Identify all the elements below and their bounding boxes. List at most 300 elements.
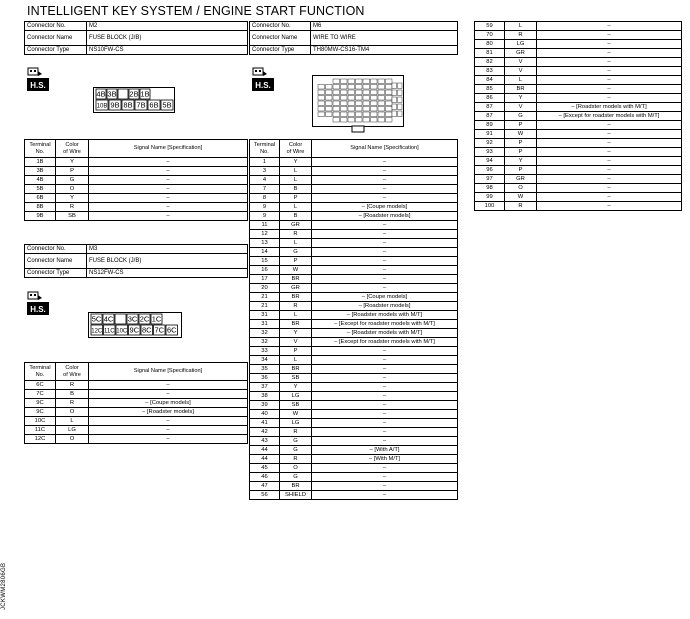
- terminal-cavity: [398, 90, 403, 96]
- terminal-cavity: [392, 97, 397, 103]
- wire-color-cell: L: [280, 311, 312, 320]
- wire-color-cell: V: [505, 103, 537, 112]
- wire-color-cell: GR: [280, 284, 312, 293]
- signal-name-cell: –: [537, 121, 682, 130]
- m3-connector-no: M3: [87, 245, 248, 254]
- table-row: [475, 130, 682, 139]
- terminal-no-cell: 11C: [25, 426, 56, 435]
- terminal-number: 1B: [140, 89, 150, 99]
- signal-name-cell: – [Roadster models]: [312, 302, 458, 311]
- terminal-cavity: [392, 83, 397, 89]
- terminal-no-cell: 9C: [25, 408, 56, 417]
- terminal-no-cell: 92: [475, 139, 505, 148]
- signal-name-cell: –: [312, 410, 458, 419]
- signal-name-cell: –: [537, 85, 682, 94]
- terminal-no-cell: 16: [250, 266, 280, 275]
- terminal-cavity: [356, 96, 363, 101]
- wire-color-cell: SB: [56, 212, 89, 221]
- table-row: [250, 257, 458, 266]
- m2-connector-type: NS10FW-CS: [87, 46, 248, 55]
- wire-color-cell: SB: [280, 401, 312, 410]
- terminal-no-cell: 34: [250, 356, 280, 365]
- terminal-cavity: [356, 101, 363, 106]
- wire-color-cell: L: [280, 356, 312, 365]
- terminal-no-cell: 80: [475, 40, 505, 49]
- wire-color-cell: R: [56, 399, 89, 408]
- signal-name-header: Signal Name [Specification]: [312, 140, 458, 158]
- terminal-no-cell: 9B: [25, 212, 56, 221]
- terminal-cavity: [341, 112, 348, 117]
- table-row: [475, 67, 682, 76]
- color-of-wire-header: Color of Wire: [56, 363, 89, 381]
- terminal-cavity: [356, 79, 363, 84]
- terminal-cavity: [386, 79, 393, 84]
- terminal-cavity: [341, 85, 348, 90]
- signal-name-cell: –: [537, 94, 682, 103]
- terminal-cavity: [333, 79, 340, 84]
- terminal-cavity: [333, 118, 340, 123]
- terminal-no-cell: 83: [475, 67, 505, 76]
- signal-name-cell: –: [312, 257, 458, 266]
- wire-color-cell: BR: [280, 482, 312, 491]
- table-row: [250, 311, 458, 320]
- terminal-cavity: [378, 96, 385, 101]
- terminal-no-cell: 33: [250, 347, 280, 356]
- terminal-number: 4B: [96, 89, 106, 99]
- terminal-no-cell: 42: [250, 428, 280, 437]
- terminal-cavity: [326, 107, 333, 112]
- terminal-no-cell: 70: [475, 31, 505, 40]
- label-connector-name: Connector Name: [250, 31, 311, 46]
- key-slot: [118, 89, 128, 99]
- signal-name-cell: –: [312, 275, 458, 284]
- m2-connector-face: [93, 87, 175, 113]
- signal-name-cell: –: [312, 158, 458, 167]
- signal-name-cell: –: [312, 356, 458, 365]
- terminal-no-cell: 38: [250, 392, 280, 401]
- signal-name-cell: –: [312, 383, 458, 392]
- signal-name-cell: –: [312, 374, 458, 383]
- hs-label: H.S.: [255, 81, 271, 90]
- table-row: [250, 230, 458, 239]
- wire-color-cell: G: [505, 112, 537, 121]
- terminal-no-cell: 21: [250, 293, 280, 302]
- terminal-no-cell: 32: [250, 329, 280, 338]
- terminal-no-cell: 12C: [25, 435, 56, 444]
- terminal-no-cell: 7: [250, 185, 280, 194]
- signal-name-cell: –: [537, 31, 682, 40]
- table-row: [250, 482, 458, 491]
- terminal-no-cell: 89: [475, 121, 505, 130]
- terminal-cavity: [333, 112, 340, 117]
- terminal-number: 12C: [91, 328, 103, 335]
- table-row: [250, 365, 458, 374]
- wire-color-cell: L: [56, 417, 89, 426]
- table-row: [475, 112, 682, 121]
- terminal-no-cell: 85: [475, 85, 505, 94]
- wire-color-cell: Y: [280, 329, 312, 338]
- signal-name-cell: –: [537, 49, 682, 58]
- signal-name-cell: – [Coupe models]: [89, 399, 248, 408]
- m3-info-table: [24, 244, 248, 278]
- wire-color-cell: SB: [280, 374, 312, 383]
- terminal-cavity: [333, 101, 340, 106]
- wire-color-cell: L: [280, 176, 312, 185]
- m3-terminal-table: [24, 362, 248, 444]
- terminal-cavity: [363, 112, 370, 117]
- terminal-cavity: [356, 112, 363, 117]
- signal-name-cell: –: [537, 58, 682, 67]
- terminal-number: 3B: [107, 89, 117, 99]
- label-connector-type: Connector Type: [25, 269, 87, 278]
- signal-name-cell: –: [312, 437, 458, 446]
- terminal-cavity: [398, 83, 403, 89]
- terminal-no-cell: 21: [250, 302, 280, 311]
- signal-name-cell: –: [312, 401, 458, 410]
- signal-name-cell: –: [312, 194, 458, 203]
- wire-color-cell: GR: [505, 49, 537, 58]
- wire-color-cell: G: [280, 473, 312, 482]
- terminal-cavity: [398, 97, 403, 103]
- terminal-cavity: [386, 85, 393, 90]
- terminal-cavity: [356, 85, 363, 90]
- wire-color-cell: B: [56, 390, 89, 399]
- terminal-cavity: [371, 118, 378, 123]
- terminal-no-cell: 5B: [25, 185, 56, 194]
- table-row: [25, 203, 248, 212]
- table-row: [250, 221, 458, 230]
- table-row: [475, 22, 682, 31]
- terminal-no-cell: 44: [250, 446, 280, 455]
- signal-name-cell: –: [89, 158, 248, 167]
- signal-name-cell: – [With M/T]: [312, 455, 458, 464]
- table-row: [250, 176, 458, 185]
- wire-color-cell: Y: [505, 157, 537, 166]
- table-row: [250, 491, 458, 500]
- terminal-number: 4C: [103, 314, 114, 324]
- terminal-cavity: [378, 79, 385, 84]
- m6-continued-terminal-table: [474, 21, 682, 211]
- table-row: [475, 85, 682, 94]
- wire-color-cell: Y: [280, 158, 312, 167]
- terminal-cavity: [348, 107, 355, 112]
- wire-color-cell: O: [56, 435, 89, 444]
- wire-color-cell: P: [280, 257, 312, 266]
- wire-color-cell: BR: [280, 320, 312, 329]
- table-row: [475, 139, 682, 148]
- terminal-cavity: [326, 112, 333, 117]
- table-row: [475, 166, 682, 175]
- wire-color-cell: L: [280, 203, 312, 212]
- wire-color-cell: P: [56, 167, 89, 176]
- terminal-no-cell: 86: [475, 94, 505, 103]
- m6-terminal-table: [249, 139, 458, 500]
- terminal-cavity: [341, 118, 348, 123]
- wire-color-cell: P: [505, 121, 537, 130]
- terminal-no-cell: 44: [250, 455, 280, 464]
- table-row: [25, 176, 248, 185]
- terminal-cavity: [363, 85, 370, 90]
- signal-name-cell: –: [89, 176, 248, 185]
- terminal-number: 10C: [116, 328, 128, 335]
- terminal-no-cell: 81: [475, 49, 505, 58]
- table-row: [250, 284, 458, 293]
- signal-name-cell: –: [89, 426, 248, 435]
- terminal-number: 2B: [129, 89, 139, 99]
- wire-color-cell: P: [505, 148, 537, 157]
- label-connector-no: Connector No.: [250, 22, 311, 31]
- terminal-no-cell: 39: [250, 401, 280, 410]
- terminal-cavity: [341, 79, 348, 84]
- signal-name-cell: –: [89, 390, 248, 399]
- table-row: [475, 58, 682, 67]
- terminal-cavity: [386, 101, 393, 106]
- terminal-no-cell: 99: [475, 193, 505, 202]
- terminal-no-cell: 91: [475, 130, 505, 139]
- table-row: [250, 428, 458, 437]
- terminal-no-cell: 43: [250, 437, 280, 446]
- wire-color-cell: V: [505, 67, 537, 76]
- terminal-no-cell: 20: [250, 284, 280, 293]
- terminal-no-cell: 8B: [25, 203, 56, 212]
- terminal-no-cell: 84: [475, 76, 505, 85]
- terminal-no-cell: 32: [250, 338, 280, 347]
- table-row: [250, 464, 458, 473]
- wire-color-cell: R: [280, 455, 312, 464]
- m6-connector-type: TH80MW-CS16-TM4: [311, 46, 458, 55]
- terminal-no-cell: 82: [475, 58, 505, 67]
- terminal-no-cell: 9: [250, 212, 280, 221]
- signal-name-cell: – [With A/T]: [312, 446, 458, 455]
- terminal-cavity: [356, 90, 363, 95]
- signal-name-cell: – [Roadster models]: [312, 212, 458, 221]
- wire-color-cell: V: [280, 338, 312, 347]
- table-row: [475, 202, 682, 211]
- signal-name-cell: –: [312, 464, 458, 473]
- terminal-no-cell: 31: [250, 311, 280, 320]
- signal-name-cell: –: [312, 230, 458, 239]
- terminal-no-cell: 8: [250, 194, 280, 203]
- wire-color-cell: L: [280, 167, 312, 176]
- table-row: [25, 185, 248, 194]
- terminal-cavity: [371, 112, 378, 117]
- m2-connector-no: M2: [87, 22, 248, 31]
- wire-color-cell: W: [505, 193, 537, 202]
- table-row: [475, 148, 682, 157]
- terminal-no-header: Terminal No.: [25, 140, 56, 158]
- signal-name-cell: – [Roadster models]: [89, 408, 248, 417]
- table-row: [250, 374, 458, 383]
- signal-name-cell: – [Roadster models with M/T]: [537, 103, 682, 112]
- terminal-no-cell: 97: [475, 175, 505, 184]
- table-row: [475, 193, 682, 202]
- table-row: [25, 390, 248, 399]
- terminal-no-cell: 9: [250, 203, 280, 212]
- signal-name-cell: –: [537, 193, 682, 202]
- signal-name-cell: –: [89, 435, 248, 444]
- label-connector-type: Connector Type: [250, 46, 311, 55]
- signal-name-cell: –: [89, 203, 248, 212]
- terminal-cavity: [371, 79, 378, 84]
- wire-color-cell: O: [505, 184, 537, 193]
- terminal-number: 8C: [141, 325, 152, 335]
- table-row: [25, 435, 248, 444]
- wire-color-cell: LG: [280, 392, 312, 401]
- label-connector-name: Connector Name: [25, 31, 87, 46]
- terminal-cavity: [348, 90, 355, 95]
- terminal-cavity: [392, 111, 397, 117]
- table-row: [250, 248, 458, 257]
- table-row: [250, 239, 458, 248]
- terminal-number: 6C: [166, 325, 177, 335]
- signal-name-cell: –: [89, 194, 248, 203]
- wire-color-cell: Y: [280, 383, 312, 392]
- signal-name-cell: –: [537, 157, 682, 166]
- terminal-no-cell: 7C: [25, 390, 56, 399]
- m6-info-table: [249, 21, 458, 55]
- wire-color-cell: R: [280, 428, 312, 437]
- signal-name-cell: –: [312, 419, 458, 428]
- terminal-number: 11C: [103, 328, 115, 335]
- terminal-number: 10B: [96, 103, 108, 110]
- wire-color-cell: BR: [280, 275, 312, 284]
- terminal-no-cell: 6C: [25, 381, 56, 390]
- terminal-cavity: [392, 104, 397, 110]
- signal-name-cell: –: [537, 148, 682, 157]
- terminal-no-cell: 46: [250, 473, 280, 482]
- label-connector-type: Connector Type: [25, 46, 87, 55]
- wire-color-cell: BR: [280, 365, 312, 374]
- terminal-cavity: [318, 101, 325, 106]
- wire-color-cell: B: [280, 185, 312, 194]
- terminal-number: 2C: [139, 314, 150, 324]
- terminal-number: 5B: [162, 100, 172, 110]
- wire-color-cell: R: [505, 202, 537, 211]
- wire-color-cell: O: [280, 464, 312, 473]
- m6-connector-no: M6: [311, 22, 458, 31]
- terminal-no-cell: 3: [250, 167, 280, 176]
- wire-color-cell: Y: [56, 158, 89, 167]
- terminal-cavity: [378, 90, 385, 95]
- terminal-number: 3C: [127, 314, 138, 324]
- terminal-number: 7C: [154, 325, 165, 335]
- terminal-no-cell: 98: [475, 184, 505, 193]
- wire-color-cell: P: [505, 139, 537, 148]
- table-row: [250, 347, 458, 356]
- hs-label: H.S.: [30, 305, 46, 314]
- terminal-cavity: [348, 101, 355, 106]
- wire-color-cell: SHIELD: [280, 491, 312, 500]
- wire-color-cell: L: [505, 22, 537, 31]
- color-of-wire-header: Color of Wire: [280, 140, 312, 158]
- table-row: [250, 167, 458, 176]
- terminal-cavity: [386, 90, 393, 95]
- wire-color-cell: BR: [280, 293, 312, 302]
- terminal-cavity: [318, 107, 325, 112]
- terminal-number: 9C: [129, 325, 140, 335]
- terminal-no-cell: 87: [475, 112, 505, 121]
- terminal-cavity: [378, 85, 385, 90]
- signal-name-cell: – [Roadster models with M/T]: [312, 329, 458, 338]
- key-slot: [115, 314, 126, 324]
- m6-connector-name: WIRE TO WIRE: [311, 31, 458, 46]
- signal-name-cell: –: [312, 491, 458, 500]
- table-row: [250, 275, 458, 284]
- table-row: [25, 417, 248, 426]
- signal-name-cell: – [Coupe models]: [312, 293, 458, 302]
- terminal-no-cell: 9C: [25, 399, 56, 408]
- terminal-cavity: [363, 107, 370, 112]
- table-row: [475, 103, 682, 112]
- terminal-cavity: [363, 96, 370, 101]
- terminal-cavity: [386, 96, 393, 101]
- m3-connector-type: NS12FW-CS: [87, 269, 248, 278]
- terminal-cavity: [363, 79, 370, 84]
- terminal-no-cell: 41: [250, 419, 280, 428]
- table-row: [250, 212, 458, 221]
- m6-connector-face: [312, 75, 404, 133]
- signal-name-cell: –: [537, 67, 682, 76]
- table-row: [250, 266, 458, 275]
- terminal-no-cell: 100: [475, 202, 505, 211]
- m3-connector-face: [88, 312, 182, 338]
- terminal-cavity: [348, 85, 355, 90]
- table-row: [475, 31, 682, 40]
- terminal-no-cell: 4B: [25, 176, 56, 185]
- table-row: [25, 212, 248, 221]
- wire-color-cell: V: [505, 58, 537, 67]
- terminal-cavity: [333, 107, 340, 112]
- signal-name-cell: – [Roadster models with M/T]: [312, 311, 458, 320]
- terminal-no-cell: 87: [475, 103, 505, 112]
- signal-name-header: Signal Name [Specification]: [89, 140, 248, 158]
- terminal-no-cell: 13: [250, 239, 280, 248]
- terminal-cavity: [371, 90, 378, 95]
- table-row: [250, 401, 458, 410]
- signal-name-cell: –: [312, 428, 458, 437]
- table-row: [475, 121, 682, 130]
- signal-name-cell: –: [537, 130, 682, 139]
- signal-name-cell: –: [312, 239, 458, 248]
- terminal-cavity: [341, 107, 348, 112]
- signal-name-cell: –: [312, 176, 458, 185]
- wire-color-cell: Y: [56, 194, 89, 203]
- terminal-cavity: [326, 90, 333, 95]
- terminal-cavity: [348, 112, 355, 117]
- terminal-cavity: [371, 107, 378, 112]
- table-row: [250, 185, 458, 194]
- terminal-cavity: [392, 90, 397, 96]
- terminal-no-cell: 35: [250, 365, 280, 374]
- signal-name-cell: –: [312, 248, 458, 257]
- wire-color-cell: L: [280, 239, 312, 248]
- wire-color-cell: BR: [505, 85, 537, 94]
- hs-label: H.S.: [30, 81, 46, 90]
- table-row: [25, 381, 248, 390]
- signal-name-cell: –: [537, 184, 682, 193]
- wire-color-cell: R: [280, 230, 312, 239]
- harness-side-icon: [26, 291, 50, 316]
- signal-name-cell: –: [312, 473, 458, 482]
- wire-color-cell: G: [280, 248, 312, 257]
- table-row: [250, 356, 458, 365]
- signal-name-cell: –: [312, 365, 458, 374]
- label-connector-no: Connector No.: [25, 22, 87, 31]
- signal-name-cell: –: [89, 167, 248, 176]
- table-row: [250, 419, 458, 428]
- terminal-no-cell: 37: [250, 383, 280, 392]
- table-row: [250, 329, 458, 338]
